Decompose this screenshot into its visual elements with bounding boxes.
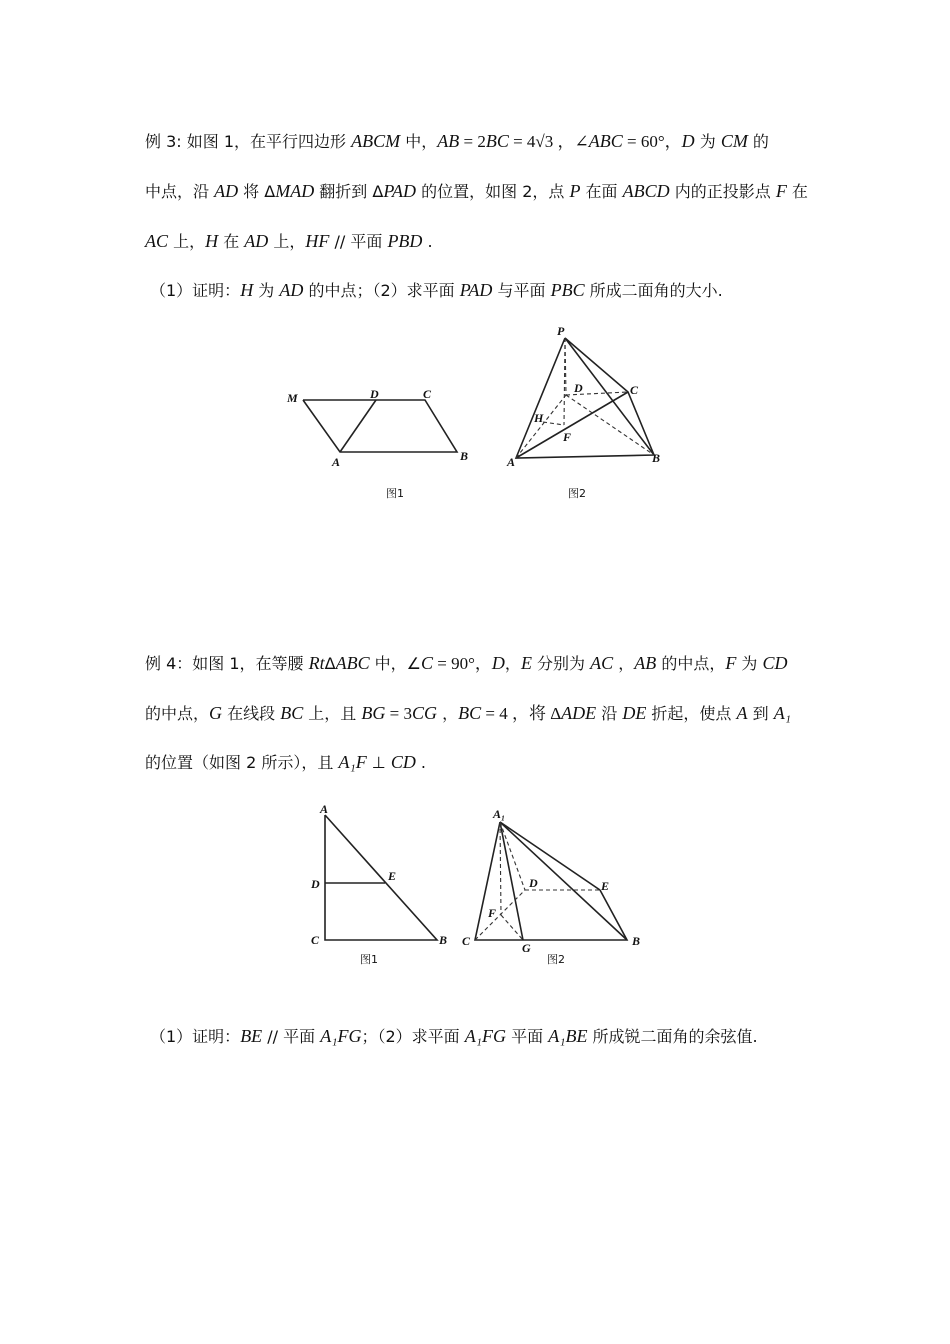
edge-pb	[565, 338, 654, 455]
math: A₁FG	[464, 1026, 507, 1046]
edge-pf	[564, 338, 565, 425]
label-d: D	[574, 381, 583, 395]
text: // 平面	[329, 232, 388, 251]
text: 在	[786, 182, 808, 201]
math: CD	[762, 653, 788, 673]
text: ，在平行四边形	[234, 132, 352, 151]
math: BC	[458, 703, 482, 723]
caption: 图1	[360, 953, 378, 966]
text: 的位置（如图 2 所示），且	[145, 753, 339, 772]
text: 在	[218, 232, 245, 251]
label-m: M	[287, 391, 298, 405]
text: 的中点；（2）求平面	[303, 281, 460, 300]
text: = 60°，	[622, 132, 682, 151]
math: ADE	[561, 703, 597, 723]
ex4-line-3	[145, 750, 426, 775]
text: 分别为	[531, 654, 591, 673]
text: 将 Δ	[238, 182, 276, 201]
text: : 如图	[176, 132, 224, 151]
text: 上，且	[303, 704, 362, 723]
label-d: D	[311, 877, 320, 891]
label-c: C	[423, 387, 432, 401]
text: 沿	[596, 704, 623, 723]
math: H	[205, 231, 219, 251]
math: A	[736, 703, 748, 723]
math: E	[520, 653, 532, 673]
text: ，	[437, 704, 459, 723]
text: = 4 ，将 Δ	[481, 704, 562, 723]
text: 的位置，如图 2，点	[416, 182, 570, 201]
label-d: D	[370, 387, 379, 401]
math: BG	[361, 703, 386, 723]
math: A₁FG	[320, 1026, 362, 1046]
math: D	[681, 131, 695, 151]
math: ABCM	[351, 131, 401, 151]
ex3-figure-2	[500, 320, 680, 510]
math: A₁BE	[548, 1026, 588, 1046]
math: PBD	[387, 231, 423, 251]
ex3-questions	[150, 278, 723, 303]
math: BE	[240, 1026, 263, 1046]
math: F	[725, 653, 737, 673]
text: 上，	[168, 232, 206, 251]
ex3-line-3	[145, 229, 433, 254]
math: AD	[214, 181, 239, 201]
text: 为	[253, 281, 280, 300]
label-h: H	[534, 411, 544, 425]
math: DE	[622, 703, 647, 723]
text: ；（2）求平面	[361, 1027, 465, 1046]
math: PAD	[459, 280, 493, 300]
label-d: D	[529, 876, 538, 890]
math: AC	[145, 231, 169, 251]
ex4-figure-1	[305, 800, 455, 975]
text: 与平面	[492, 281, 551, 300]
math: AD	[279, 280, 304, 300]
caption: 图2	[547, 953, 565, 966]
label-e: E	[388, 869, 397, 883]
edge-a1e	[500, 822, 600, 890]
math: HF	[305, 231, 330, 251]
text: 折起，使点	[646, 704, 737, 723]
text: 1	[223, 132, 235, 151]
math: A₁	[773, 703, 791, 723]
caption: 图1	[386, 487, 404, 500]
text: 的	[747, 132, 769, 151]
math: ABC	[335, 653, 370, 673]
math: CG	[412, 703, 438, 723]
text: 平面	[506, 1027, 549, 1046]
label-c: C	[630, 383, 639, 397]
text: 内的正投影点	[669, 182, 776, 201]
text: 所成二面角的大小.	[584, 281, 723, 300]
ex3-line-1	[145, 129, 769, 154]
text: Δ	[324, 654, 336, 673]
math: A₁F	[338, 752, 367, 772]
text: 例	[145, 132, 167, 151]
math: PBC	[550, 280, 585, 300]
text: = 90°，	[433, 654, 492, 673]
math: H	[240, 280, 254, 300]
label-p: P	[557, 324, 565, 338]
math: CD	[390, 752, 416, 772]
ex4-line-2	[145, 701, 791, 726]
text: .	[422, 232, 433, 251]
text: 翻折到 Δ	[314, 182, 384, 201]
text: 所成锐二面角的余弦值.	[587, 1027, 758, 1046]
text: 为	[694, 132, 721, 151]
math: CM	[720, 131, 748, 151]
segment-ad	[340, 400, 376, 452]
text: （1）证明：	[150, 1027, 241, 1046]
text: = 2	[459, 132, 486, 151]
edge-hf	[543, 422, 564, 425]
text: 在面	[580, 182, 623, 201]
text: 的中点，	[145, 704, 210, 723]
ex4-line-1	[145, 651, 788, 676]
text: ⊥	[366, 753, 391, 772]
edge-fg	[501, 915, 523, 940]
text: = 4√3 ，∠	[508, 132, 589, 151]
label-c: C	[462, 934, 471, 948]
label-a1: A₁	[493, 807, 506, 821]
math: G	[209, 703, 223, 723]
text: 在线段	[222, 704, 281, 723]
label-g: G	[522, 941, 531, 955]
text: 上，	[268, 232, 306, 251]
caption: 图2	[568, 487, 586, 500]
label-a: A	[332, 455, 341, 469]
math: BC	[280, 703, 304, 723]
math: MAD	[275, 181, 315, 201]
math: ABC	[588, 131, 623, 151]
parallelogram	[303, 400, 457, 452]
label-b: B	[460, 449, 469, 463]
label-b: B	[652, 451, 661, 465]
text: 例 4：如图 1，在等腰	[145, 654, 309, 673]
math: C	[421, 653, 434, 673]
edge-a1f	[500, 822, 501, 915]
label-b: B	[439, 933, 448, 947]
edge-ad	[516, 395, 566, 458]
label-a: A	[320, 802, 329, 816]
math: F	[775, 181, 787, 201]
label-f: F	[488, 906, 497, 920]
text: 为	[736, 654, 763, 673]
label-c: C	[311, 933, 320, 947]
math: P	[569, 181, 581, 201]
math: D	[491, 653, 505, 673]
math: AB	[437, 131, 460, 151]
triangle-abc	[325, 815, 437, 940]
math: PAD	[383, 181, 417, 201]
edge-a1d	[500, 822, 525, 890]
ex3-line-2	[145, 179, 808, 204]
label-b: B	[632, 934, 641, 948]
text: 3	[166, 132, 177, 151]
text: ，	[504, 654, 521, 673]
text: 到	[747, 704, 774, 723]
label-a: A	[507, 455, 516, 469]
text: （1）证明：	[150, 281, 241, 300]
text: 中点，沿	[145, 182, 215, 201]
math: AB	[634, 653, 657, 673]
text: ，	[613, 654, 635, 673]
text: 中，∠	[369, 654, 422, 673]
math: AC	[590, 653, 614, 673]
math: ABCD	[622, 181, 670, 201]
text: = 3	[385, 704, 412, 723]
label-e: E	[601, 879, 610, 893]
text: 中，	[400, 132, 438, 151]
text: .	[415, 753, 426, 772]
math: AD	[244, 231, 269, 251]
text: 的中点，	[656, 654, 726, 673]
math: Rt	[308, 653, 325, 673]
text: // 平面	[262, 1027, 321, 1046]
ex3-figure-1	[280, 380, 480, 510]
math: BC	[485, 131, 509, 151]
edge-ac	[516, 392, 628, 458]
pyramid-outline	[516, 338, 654, 458]
ex4-questions	[150, 1024, 758, 1049]
ex4-figure-2	[455, 800, 655, 975]
label-f: F	[563, 430, 572, 444]
